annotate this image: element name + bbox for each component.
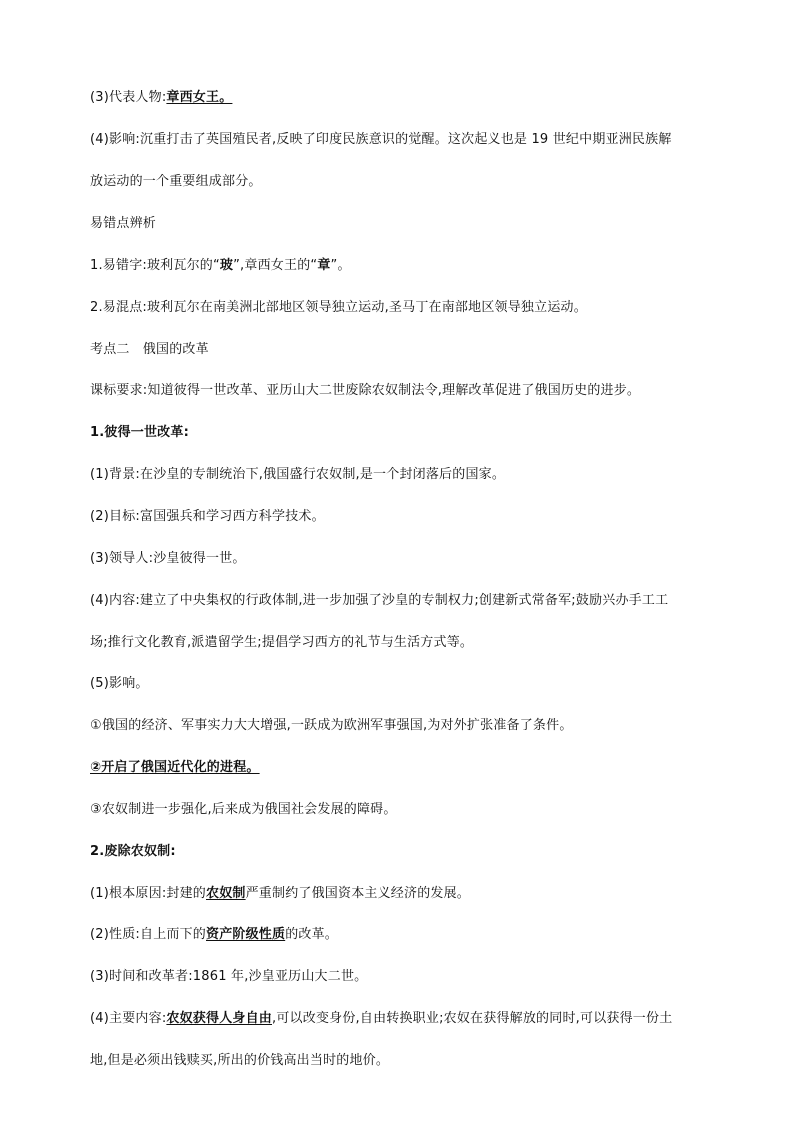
highlight-text: 农奴制 (206, 886, 246, 901)
text: (2)性质:自上而下的 (90, 927, 206, 942)
text: ”,章西女王的“ (233, 258, 318, 273)
line-error-characters (90, 256, 710, 276)
text: (3)代表人物: (90, 90, 167, 105)
line-influence-1: (4)影响:沉重打击了英国殖民者,反映了印度民族意识的觉醒。这次起义也是 19 世纪中期亚洲民族解 (90, 132, 672, 147)
text: (4)主要内容: (90, 1011, 167, 1026)
line-curriculum-requirement: 课标要求:知道彼得一世改革、亚历山大二世废除农奴制法令,理解改革促进了俄国历史的进步。 (90, 383, 641, 398)
highlight-text: 章 (317, 258, 331, 273)
heading-peter-reform: 1.彼得一世改革: (90, 425, 189, 440)
line-nature (90, 925, 710, 945)
text: ,可以改变身份,自由转换职业;农奴在获得解放的同时,可以获得一份土 (272, 1011, 673, 1026)
line-representative-figure (90, 88, 710, 108)
line-time-reformer: (3)时间和改革者:1861 年,沙皇亚历山大二世。 (90, 969, 368, 984)
line-main-content-2: 地,但是必须出钱赎买,所出的价钱高出当时的地价。 (90, 1053, 390, 1068)
line-impact-heading: (5)影响。 (90, 676, 149, 691)
line-leader: (3)领导人:沙皇彼得一世。 (90, 551, 246, 566)
heading-abolish-serfdom: 2.废除农奴制: (90, 844, 176, 859)
highlight-text: 农奴获得人身自由 (166, 1011, 273, 1026)
line-impact-3: ③农奴制进一步强化,后来成为俄国社会发展的障碍。 (90, 802, 397, 817)
line-main-content-1 (90, 1009, 710, 1029)
section-heading-error-analysis: 易错点辨析 (90, 216, 157, 231)
section-heading-russia-reform: 考点二 俄国的改革 (90, 342, 209, 357)
line-content-2: 场;推行文化教育,派遣留学生;提倡学习西方的礼节与生活方式等。 (90, 635, 474, 650)
line-confusion-point: 2.易混点:玻利瓦尔在南美洲北部地区领导独立运动,圣马丁在南部地区领导独立运动。 (90, 300, 587, 315)
text: (1)根本原因:封建的 (90, 886, 206, 901)
text: ”。 (330, 258, 351, 273)
highlight-text: 玻 (219, 258, 234, 273)
text: 严重制约了俄国资本主义经济的发展。 (245, 886, 471, 901)
line-goal: (2)目标:富国强兵和学习西方科学技术。 (90, 509, 325, 524)
highlight-text: 章西女王。 (166, 90, 233, 105)
highlight-text: 资产阶级性质 (206, 927, 286, 942)
text: 1.易错字:玻利瓦尔的“ (90, 258, 220, 273)
line-impact-2: ②开启了俄国近代化的进程。 (90, 760, 260, 775)
text: 的改革。 (285, 927, 339, 942)
line-influence-2: 放运动的一个重要组成部分。 (90, 174, 262, 189)
line-impact-1: ①俄国的经济、军事实力大大增强,一跃成为欧洲军事强国,为对外扩张准备了条件。 (90, 718, 573, 733)
line-root-cause (90, 884, 710, 904)
line-content-1: (4)内容:建立了中央集权的行政体制,进一步加强了沙皇的专制权力;创建新式常备军;鼓励兴办手工工 (90, 593, 669, 608)
line-background: (1)背景:在沙皇的专制统治下,俄国盛行农奴制,是一个封闭落后的国家。 (90, 467, 506, 482)
